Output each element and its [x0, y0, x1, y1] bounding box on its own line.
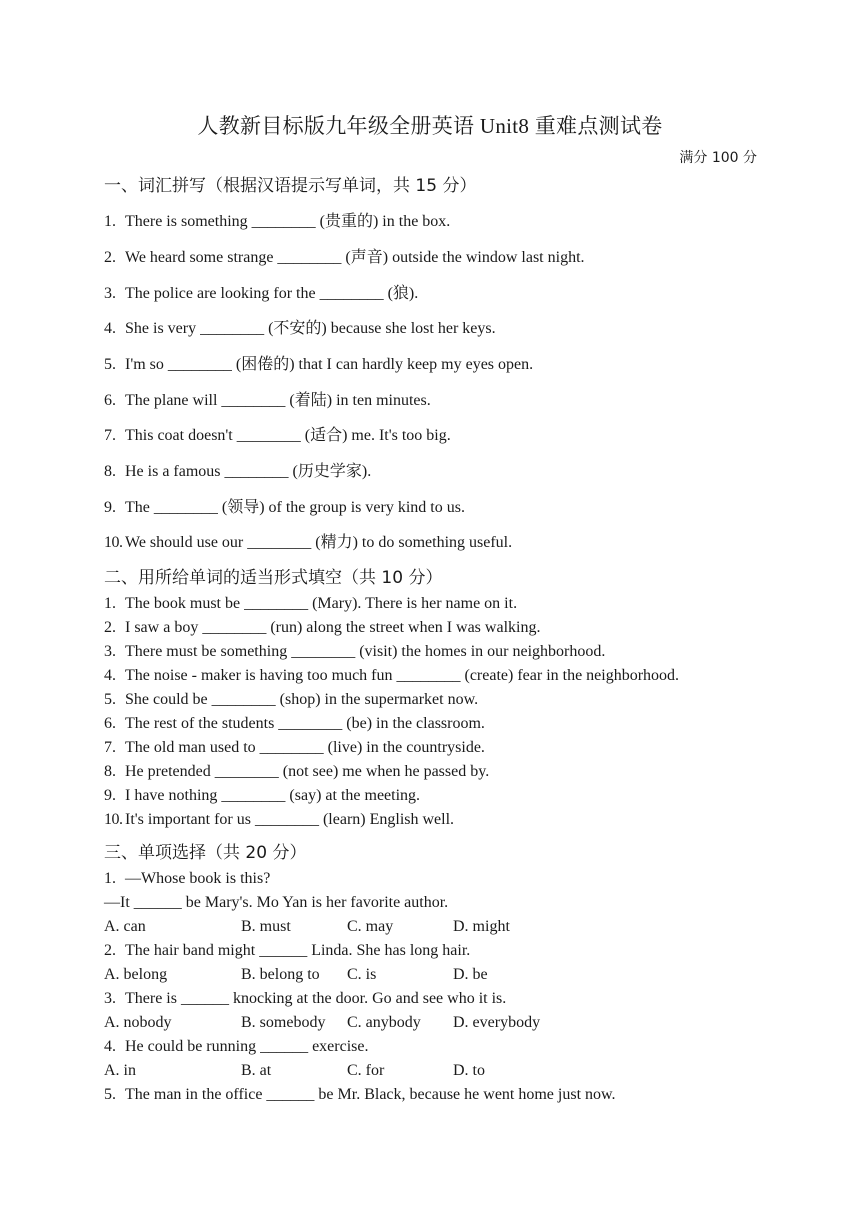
- option-d: D. to: [453, 1062, 485, 1079]
- question-item: 6. The plane will ________ (着陆) in ten minutes.: [104, 392, 431, 409]
- question-item: 1. —Whose book is this?: [104, 870, 271, 887]
- option-b: B. at: [241, 1062, 272, 1079]
- score-note: 满分 100 分: [679, 150, 757, 166]
- question-item: 8. He pretended ________ (not see) me when he passed by.: [104, 763, 490, 780]
- question-item: 10. We should use our ________ (精力) to do something useful.: [104, 534, 513, 551]
- option-a: A. belong: [104, 966, 168, 983]
- option-d: D. be: [453, 966, 488, 983]
- question-item: 3. There must be something ________ (visit) the homes in our neighborhood.: [104, 643, 606, 660]
- question-item: 4. She is very ________ (不安的) because she lost her keys.: [104, 320, 496, 337]
- question-item: 4. The noise - maker is having too much fun ________ (create) fear in the neighborhood.: [104, 667, 680, 684]
- question-item: 2. I saw a boy ________ (run) along the street when I was walking.: [104, 619, 541, 636]
- question-item: 5. The man in the office ______ be Mr. Black, because he went home just now.: [104, 1086, 616, 1103]
- question-item: 1. The book must be ________ (Mary). There is her name on it.: [104, 595, 518, 612]
- question-item: 4. He could be running ______ exercise.: [104, 1038, 369, 1055]
- section-2-heading: 二、用所给单词的适当形式填空（共 10 分）: [104, 568, 443, 588]
- question-item: 6. The rest of the students ________ (be) in the classroom.: [104, 715, 485, 732]
- option-a: A. can: [104, 918, 146, 935]
- question-item: 2. The hair band might ______ Linda. She has long hair.: [104, 942, 471, 959]
- question-item: 9. I have nothing ________ (say) at the meeting.: [104, 787, 421, 804]
- option-d: D. everybody: [453, 1014, 541, 1031]
- question-item: 7. This coat doesn't ________ (适合) me. It's too big.: [104, 427, 451, 444]
- question-item: 1. There is something ________ (贵重的) in the box.: [104, 213, 451, 230]
- question-item: 8. He is a famous ________ (历史学家).: [104, 463, 372, 480]
- question-item: 2. We heard some strange ________ (声音) outside the window last night.: [104, 249, 585, 266]
- question-item: 9. The ________ (领导) of the group is very kind to us.: [104, 499, 465, 516]
- section-1-heading: 一、词汇拼写（根据汉语提示写单词，共 15 分）: [104, 176, 477, 196]
- question-item: 3. There is ______ knocking at the door. Go and see who it is.: [104, 990, 507, 1007]
- page-title: 人教新目标版九年级全册英语 Unit8 重难点测试卷: [197, 114, 663, 138]
- question-item: 7. The old man used to ________ (live) in the countryside.: [104, 739, 485, 756]
- option-c: C. anybody: [347, 1014, 421, 1031]
- option-c: C. is: [347, 966, 377, 983]
- question-item: 5. She could be ________ (shop) in the supermarket now.: [104, 691, 479, 708]
- section-3-heading: 三、单项选择（共 20 分）: [104, 843, 307, 863]
- option-d: D. might: [453, 918, 510, 935]
- question-item: 10. It's important for us ________ (learn) English well.: [104, 811, 455, 828]
- option-a: A. in: [104, 1062, 136, 1079]
- question-item-continued: —It ______ be Mary's. Mo Yan is her favorite author.: [104, 894, 449, 911]
- question-item: 3. The police are looking for the ________ (狼).: [104, 285, 419, 302]
- option-b: B. somebody: [241, 1014, 326, 1031]
- option-c: C. for: [347, 1062, 385, 1079]
- option-c: C. may: [347, 918, 394, 935]
- option-b: B. belong to: [241, 966, 320, 983]
- option-a: A. nobody: [104, 1014, 172, 1031]
- option-b: B. must: [241, 918, 291, 935]
- question-item: 5. I'm so ________ (困倦的) that I can hardly keep my eyes open.: [104, 356, 534, 373]
